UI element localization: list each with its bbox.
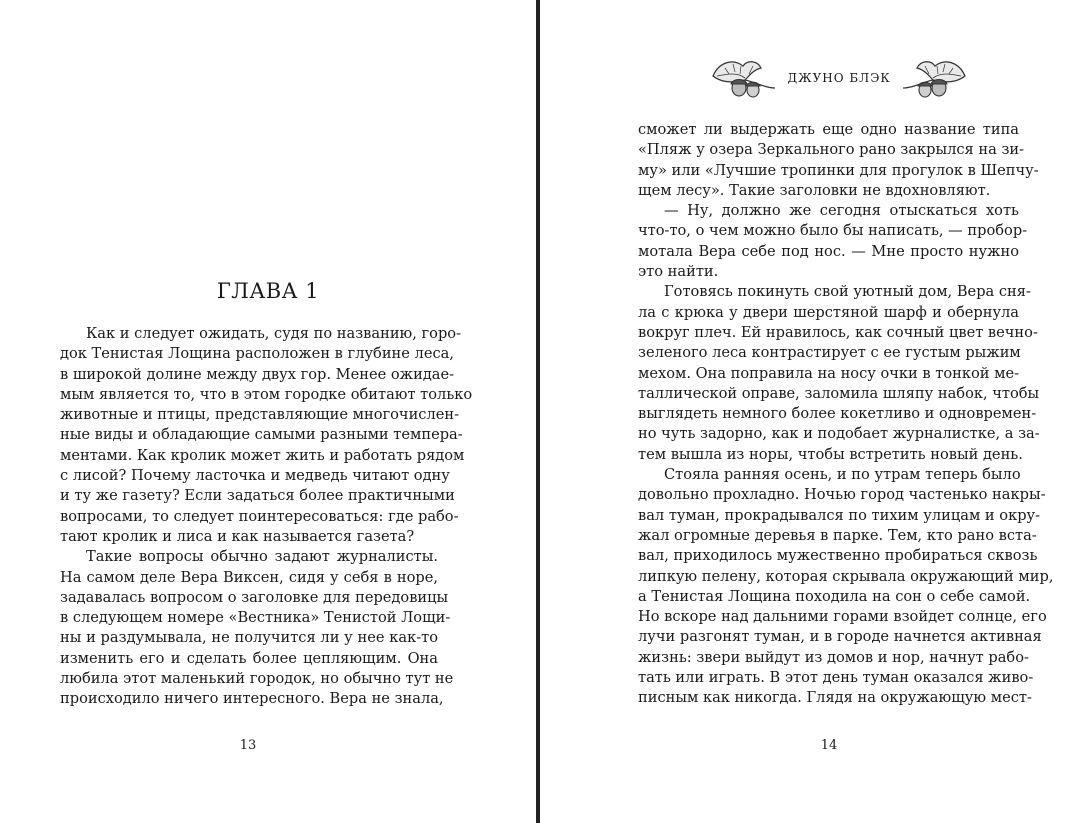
text-line: зеленого леса контрастирует с ее густым рыжим (638, 344, 1021, 362)
running-head (709, 54, 969, 104)
right-page-body (638, 120, 1054, 709)
text-line: тем вышла из норы, чтобы встретить новый день. (638, 445, 1023, 463)
text-line: Такие вопросы обычно задают журналисты. (86, 548, 438, 566)
text-line: ны и раздумывала, не получится ли у нее как-то (60, 629, 438, 647)
text-line: и ту же газету? Если задаться более практичными (60, 487, 455, 505)
text-line: с лисой? Почему ласточка и медведь читают одну (60, 467, 450, 485)
text-line: ментами. Как кролик может жить и работать рядом (60, 446, 465, 464)
running-head-author: ДЖУНО БЛЭК (787, 71, 891, 85)
text-line: мотала Вера себе под нос. — Мне просто нужно (638, 242, 1019, 260)
text-line: ла с крюка у двери шерстяной шарф и обернула (638, 303, 1019, 321)
text-line: но чуть задорно, как и подобает журналистке, а за- (638, 425, 1040, 443)
text-line: «Пляж у озера Зеркального рано закрылся на зи- (638, 141, 1025, 159)
text-line: — Ну, должно же сегодня отыскаться хоть (664, 202, 1019, 220)
text-line: На самом деле Вера Виксен, сидя у себя в норе, (60, 568, 438, 586)
text-line: жал огромные деревья в парке. Тем, кто рано вста- (638, 526, 1037, 544)
text-line: любила этот маленький городок, но обычно тут не (60, 670, 454, 688)
text-line: Но вскоре над дальними горами взойдет солнце, его (638, 608, 1047, 626)
text-line: вал, приходилось мужественно пробираться сквозь (638, 547, 1038, 565)
left-page-body (60, 324, 473, 710)
text-line: мехом. Она поправила на носу очки в тонкой ме- (638, 364, 1020, 382)
text-line: вал туман, прокрадывался по тихим улицам и окру- (638, 506, 1041, 524)
chapter-title: ГЛАВА 1 (216, 279, 320, 303)
page-number: 14 (820, 738, 838, 753)
text-line: сможет ли выдержать еще одно название типа (638, 121, 1019, 138)
page-number: 13 (239, 738, 257, 753)
text-line: изменить его и сделать более цепляющим. Она (60, 649, 438, 667)
text-line: тают кролик и лиса и как называется газета? (60, 527, 415, 545)
text-line: задавалась вопросом о заголовке для передовицы (60, 588, 449, 606)
oak-leaf-ornament-left-icon (709, 54, 779, 102)
text-line: выглядеть немного более кокетливо и одновремен- (638, 405, 1037, 423)
text-line: вокруг плеч. Ей нравилось, как сочный цвет вечно- (638, 323, 1038, 341)
text-line: жизнь: звери выйдут из домов и нор, начнут рабо- (638, 648, 1029, 666)
text-line: тать или играть. В этот день туман оказался живо- (638, 669, 1034, 687)
text-line: происходило ничего интересного. Вера не знала, (60, 690, 444, 708)
text-line: а Тенистая Лощина походила на сон о себе самой. (638, 587, 1031, 605)
text-line: в следующем номере «Вестника» Тенистой Лощи- (60, 609, 451, 627)
text-line: Стояла ранняя осень, и по утрам теперь было (664, 466, 1021, 484)
text-line: док Тенистая Лощина расположен в глубине леса, (60, 345, 454, 363)
text-line: в широкой долине между двух гор. Менее ожидае- (60, 365, 455, 383)
text-line: ные виды и обладающие самыми разными темпера- (60, 426, 463, 444)
text-line: мым является то, что в этом городке обитают только (60, 385, 473, 403)
text-line: щем лесу». Такие заголовки не вдохновляют. (638, 181, 991, 199)
text-line: что-то, о чем можно было бы написать, — пробор- (638, 222, 1028, 240)
text-line: писным как никогда. Глядя на окружающую мест- (638, 689, 1032, 707)
text-line: Как и следует ожидать, судя по названию, горо- (86, 325, 462, 342)
text-line: это найти. (638, 263, 719, 281)
text-line: довольно прохладно. Ночью город частенько накры- (638, 486, 1046, 504)
book-spine (536, 0, 540, 823)
text-line: липкую пелену, которая скрывала окружающий мир, (638, 567, 1054, 585)
oak-leaf-ornament-right-icon (899, 54, 969, 102)
text-line: животные и птицы, представляющие многочислен- (60, 406, 460, 424)
text-line: вопросами, то следует поинтересоваться: где рабо- (60, 507, 459, 525)
text-line: таллической оправе, заломила шляпу набок, чтобы (638, 384, 1040, 402)
text-line: лучи разгонят туман, и в городе начнется активная (638, 628, 1042, 646)
text-line: Готовясь покинуть свой уютный дом, Вера сня- (664, 283, 1031, 301)
right-page (541, 0, 1077, 823)
text-line: му» или «Лучшие тропинки для прогулок в Шепчу- (638, 161, 1039, 179)
left-page (0, 0, 536, 823)
